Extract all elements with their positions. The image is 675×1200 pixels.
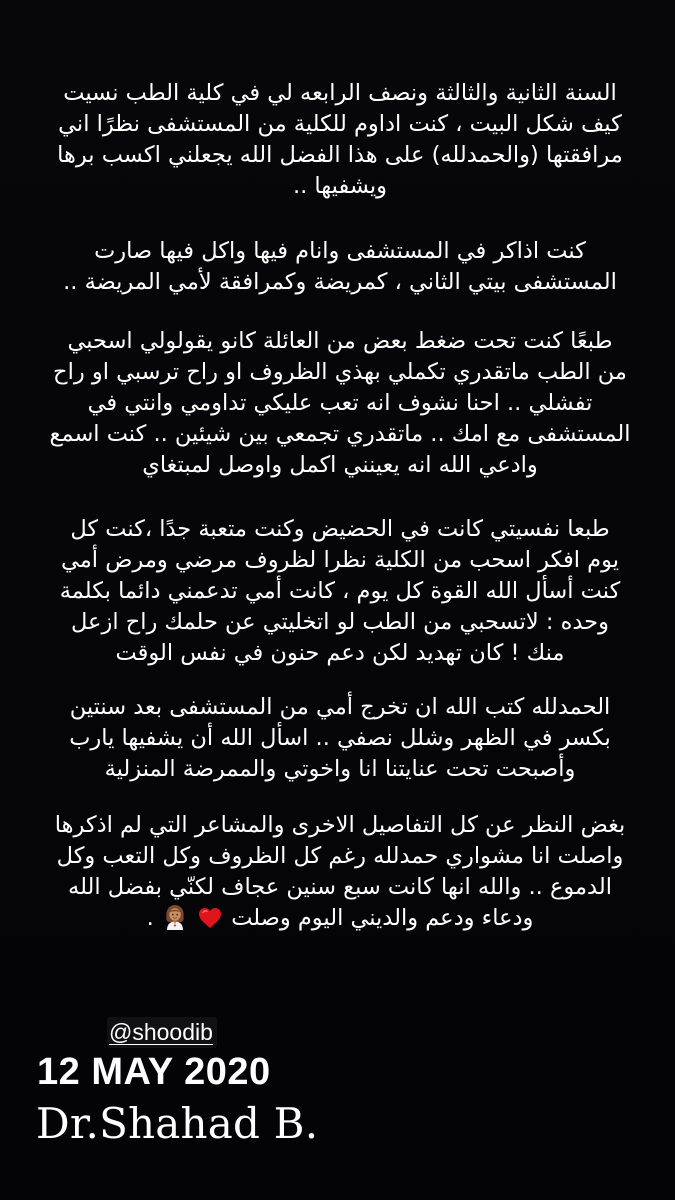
text-line: بغض النظر عن كل التفاصيل الاخرى والمشاعر التي لم اذكرها <box>54 812 626 838</box>
text-line: وأصبحت تحت عنايتنا انا واخوتي والممرضة المنزلية <box>104 756 576 782</box>
text-line: المستشفى بيتي الثاني ، كمريضة وكمرافقة لأمي المريضة .. <box>63 269 617 295</box>
heart-emoji <box>198 903 222 934</box>
text-line: تفشلي .. احنا نشوف انه تعب عليكي تداومي وانتي في <box>87 390 593 416</box>
woman-health-worker-emoji <box>163 903 187 934</box>
text-line: ويشفيها .. <box>292 173 388 199</box>
text-line: يوم افكر اسحب من الكلية نظرا لظروف مرضي ومرض أمي <box>61 547 619 573</box>
story-paragraph-4 <box>15 514 665 669</box>
story-text <box>15 78 665 934</box>
signature-text: Dr.Shahad B. <box>36 1099 319 1148</box>
story-paragraph-5 <box>15 692 665 785</box>
text-line: طبعا نفسيتي كانت في الحضيض وكنت متعبة جدًا ،كنت كل <box>70 516 610 542</box>
story-paragraph-3 <box>15 326 665 481</box>
last-line-end: . <box>146 905 154 931</box>
text-line: منك ! كان تهديد لكن دعم حنون في نفس الوقت <box>115 640 565 666</box>
text-line: المستشفى مع امك .. ماتقدري تجمعي بين شيئين .. كنت اسمع <box>49 421 631 447</box>
text-line: السنة الثانية والثالثة ونصف الرابعه لي في كلية الطب نسيت <box>63 80 617 106</box>
text-line: الحمدلله كتب الله ان تخرج أمي من المستشفى بعد سنتين <box>69 694 611 720</box>
date-text: 12 MAY 2020 <box>37 1051 271 1093</box>
text-line: طبعًا كنت تحت ضغط بعض من العائلة كانو يقولولي اسحبي <box>67 328 613 354</box>
text-line: كنت اذاكر في المستشفى وانام فيها واكل فيها صارت <box>94 238 586 264</box>
text-line: كنت أسأل الله القوة كل يوم ، كانت أمي تدعمني دائما بكلمة <box>59 578 621 604</box>
heart-emoji-shape <box>199 908 221 928</box>
text-line: واصلت انا مشواري حمدلله رغم كل الظروف وكل التعب وكل <box>56 843 624 869</box>
text-line: بكسر في الظهر وشلل نصفي .. اسأل الله أن يشفيها يارب <box>69 725 611 751</box>
text-line: وحده : لاتسحبي من الطب لو اتخليتي عن حلمك راح ازعل <box>71 609 609 635</box>
story-paragraph-2 <box>15 236 665 298</box>
story-paragraph-1 <box>15 78 665 202</box>
text-line: وادعي الله انه يعينني اكمل واوصل لمبتغاي <box>142 452 538 478</box>
text-line: كيف شكل البيت ، كنت اداوم للكلية من المستشفى نظرًا اني <box>58 111 622 137</box>
text-line: من الطب ماتقدري تكملي بهذي الظروف او راح ترسبي او راح <box>53 359 627 385</box>
text-line: مرافقتها (والحمدلله) على هذا الفضل الله يجعلني اكسب برها <box>57 142 623 168</box>
story-paragraph-6 <box>15 810 665 934</box>
text-line-last <box>15 903 665 934</box>
last-line-text: ودعاء ودعم والديني اليوم وصلت <box>231 905 534 931</box>
text-line: الدموع .. والله انها كانت سبع سنين عجاف لكنّي بفضل الله <box>68 874 612 900</box>
user-mention-tag[interactable]: @shoodib <box>107 1017 217 1048</box>
